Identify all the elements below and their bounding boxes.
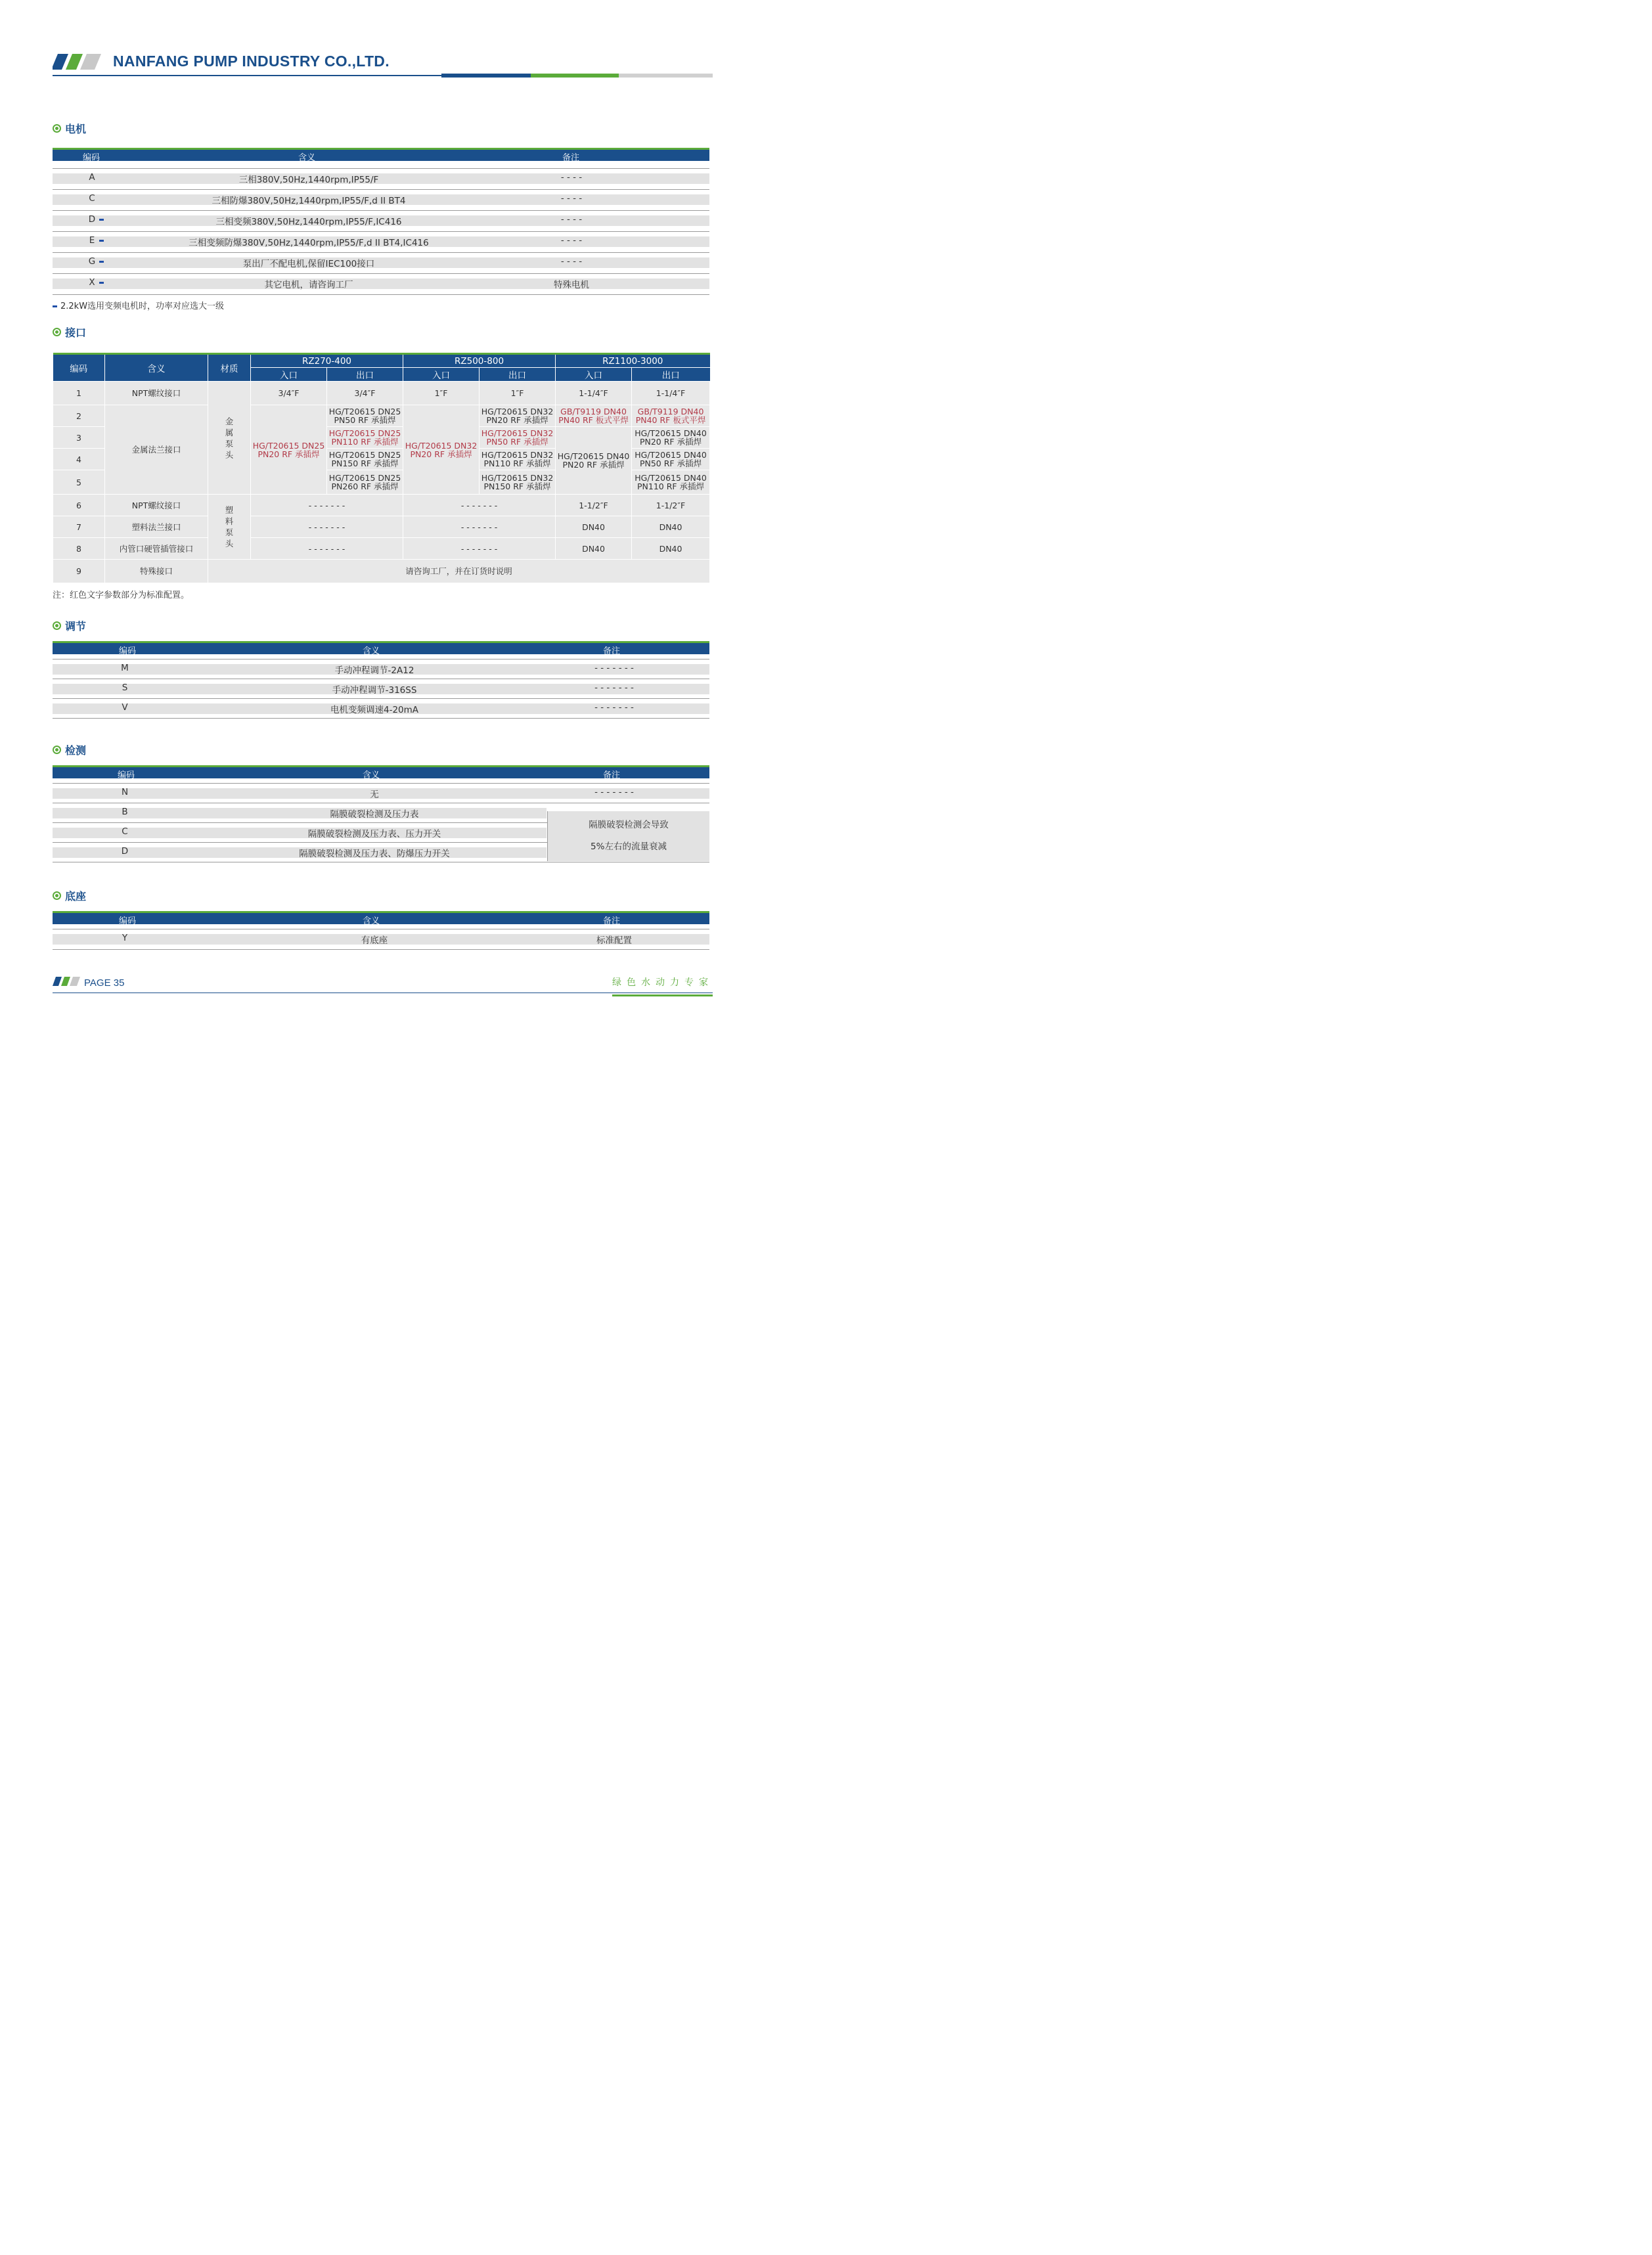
cell-remark: - - - -	[560, 214, 583, 225]
cell-meaning: 有底座	[361, 935, 388, 946]
cell-na: - - - - - - -	[251, 538, 403, 560]
cell-remark: - - - - - - -	[594, 702, 634, 713]
row-code: 1	[53, 382, 105, 405]
table-row	[53, 929, 709, 950]
header-meaning: 含义	[298, 153, 316, 163]
header-outlet: 出口	[480, 368, 556, 382]
cell-code: E	[89, 235, 95, 246]
cell-outlet: DN40	[632, 516, 710, 538]
table-row	[53, 784, 709, 803]
section-bullet-icon	[53, 328, 61, 336]
table-row	[53, 253, 709, 274]
table-row	[53, 495, 710, 516]
header-group-rz1100: RZ1100-3000	[556, 354, 710, 368]
table-row	[53, 211, 709, 232]
interface-table	[53, 353, 710, 583]
cell-meaning: 手动冲程调节-2A12	[334, 665, 414, 676]
footer-slogan: 绿色水动力专家	[612, 977, 713, 988]
cell-outlet: 3/4″F	[327, 382, 403, 405]
cell-meaning: 泵出厂不配电机,保留IEC100接口	[242, 259, 375, 269]
interface-footnote: 注：红色文字参数部分为标准配置。	[53, 591, 190, 600]
cell-code: C	[122, 826, 128, 837]
cell-outlet: 1-1/2″F	[632, 495, 710, 516]
cell-outlet: GB/T9119 DN40 PN40 RF 板式平焊	[632, 405, 710, 427]
header-meaning: 含义	[363, 646, 380, 656]
header-accent-blue	[441, 74, 533, 78]
header-code: 编码	[53, 354, 105, 382]
cell-inlet: HG/T20615 DN32 PN20 RF 承插焊	[403, 405, 480, 495]
table-row	[53, 560, 710, 583]
cell-code: G	[88, 256, 96, 267]
section-title-text: 底座	[65, 890, 87, 903]
row-meaning: 内管口硬管插管接口	[105, 538, 208, 560]
section-bullet-icon	[53, 746, 61, 754]
adjust-table	[53, 641, 709, 719]
table-row	[53, 382, 710, 405]
section-title-text: 检测	[65, 744, 87, 757]
cell-outlet: HG/T20615 DN25 PN260 RF 承插焊	[327, 470, 403, 495]
cell-meaning: 手动冲程调节-316SS	[332, 685, 417, 696]
header-code: 编码	[119, 646, 137, 656]
material-plastic-text: 塑 料 泵 头	[225, 505, 234, 548]
cell-inlet: HG/T20615 DN25 PN20 RF 承插焊	[251, 405, 327, 495]
cell-meaning: 三相防爆380V,50Hz,1440rpm,IP55/F,d II BT4	[212, 196, 406, 206]
header-remark: 备注	[603, 770, 621, 780]
cell-remark: - - - - - - -	[594, 682, 634, 693]
cell-na: - - - - - - -	[403, 516, 556, 538]
section-title-interface	[53, 324, 86, 340]
cell-outlet: DN40	[632, 538, 710, 560]
table-header	[53, 148, 709, 161]
cell-meaning: 隔膜破裂检测及压力表、压力开关	[307, 829, 441, 839]
footnote-mark-icon	[53, 305, 57, 307]
cell-meaning: 无	[370, 790, 379, 800]
row-code: 9	[53, 560, 105, 583]
table-row	[53, 516, 710, 538]
header-accent-gray	[619, 74, 713, 78]
cell-meaning: 隔膜破裂检测及压力表	[330, 809, 419, 820]
cell-meaning: 隔膜破裂检测及压力表、防爆压力开关	[299, 849, 450, 859]
cell-na: - - - - - - -	[251, 516, 403, 538]
header-meaning: 含义	[363, 770, 380, 780]
row-code: 2	[53, 405, 105, 427]
page-header	[53, 51, 713, 79]
row-meaning: 特殊接口	[105, 560, 208, 583]
cell-inlet: 3/4″F	[251, 382, 327, 405]
detect-shared-remark	[547, 811, 709, 861]
header-code: 编码	[119, 916, 137, 926]
material-plastic	[208, 495, 251, 560]
cell-meaning: 电机变频调速4-20mA	[330, 705, 419, 715]
row-code: 3	[53, 427, 105, 449]
cell-code: D	[88, 214, 96, 225]
section-title-text: 电机	[65, 123, 87, 135]
header-inlet: 入口	[251, 368, 327, 382]
table-row	[53, 405, 710, 427]
header-remark: 备注	[603, 646, 621, 656]
table-header	[53, 641, 709, 654]
cell-code: B	[122, 807, 128, 817]
table-header	[53, 765, 709, 778]
cell-note: 请咨询工厂，并在订货时说明	[208, 560, 710, 583]
cell-code: V	[122, 702, 128, 713]
cell-outlet: 1-1/4″F	[632, 382, 710, 405]
table-row	[53, 659, 709, 679]
header-meaning: 含义	[105, 354, 208, 382]
company-name: NANFANG PUMP INDUSTRY CO.,LTD.	[113, 53, 390, 70]
cell-code: N	[121, 787, 129, 797]
cell-remark: - - - - - - -	[594, 663, 634, 673]
cell-code: C	[89, 193, 95, 204]
cell-outlet: HG/T20615 DN32 PN150 RF 承插焊	[480, 470, 556, 495]
cell-remark: 特殊电机	[554, 280, 589, 290]
cell-meaning: 三相变频防爆380V,50Hz,1440rpm,IP55/F,d II BT4,IC416	[189, 238, 429, 248]
cell-outlet: HG/T20615 DN40 PN110 RF 承插焊	[632, 470, 710, 495]
section-bullet-icon	[53, 621, 61, 630]
cell-code: D	[121, 846, 129, 857]
cell-meaning: 三相变频380V,50Hz,1440rpm,IP55/F,IC416	[215, 217, 402, 227]
header-remark: 备注	[562, 153, 580, 163]
header-group-rz270: RZ270-400	[251, 354, 403, 368]
cell-outlet: HG/T20615 DN40 PN50 RF 承插焊	[632, 449, 710, 470]
cell-outlet: HG/T20615 DN25 PN50 RF 承插焊	[327, 405, 403, 427]
table-row	[53, 169, 709, 190]
row-code: 5	[53, 470, 105, 495]
footer-accent-green	[612, 994, 713, 996]
cell-remark: - - - - - - -	[594, 787, 634, 797]
row-meaning: 塑料法兰接口	[105, 516, 208, 538]
row-code: 7	[53, 516, 105, 538]
section-bullet-icon	[53, 891, 61, 900]
footnote-text: 2.2kW选用变频电机时，功率对应选大一级	[60, 301, 225, 311]
cell-remark: 标准配置	[596, 935, 632, 946]
material-metal-text: 金 属 泵 头	[225, 416, 234, 460]
section-title-text: 接口	[65, 326, 87, 339]
row-code: 6	[53, 495, 105, 516]
section-bullet-icon	[53, 124, 61, 133]
cell-outlet: HG/T20615 DN32 PN20 RF 承插焊	[480, 405, 556, 427]
remark-line: 5%左右的流量衰减	[591, 841, 667, 852]
cell-inlet: 1-1/4″F	[556, 382, 632, 405]
cell-code: A	[89, 172, 95, 183]
header-meaning: 含义	[363, 916, 380, 926]
row-code: 4	[53, 449, 105, 470]
header-inlet: 入口	[556, 368, 632, 382]
cell-code: S	[122, 682, 128, 693]
cell-inlet: HG/T20615 DN40 PN20 RF 承插焊	[556, 427, 632, 495]
cell-na: - - - - - - -	[403, 538, 556, 560]
section-title-adjust	[53, 618, 86, 633]
page-number: PAGE 35	[84, 977, 125, 989]
header-outlet: 出口	[632, 368, 710, 382]
header-inlet: 入口	[403, 368, 480, 382]
cell-code: X	[89, 277, 95, 288]
cell-meaning: 其它电机，请咨询工厂	[264, 280, 353, 290]
footer-stripes-icon	[53, 977, 80, 986]
row-meaning: 金属法兰接口	[105, 405, 208, 495]
note-mark-icon	[99, 240, 104, 242]
cell-na: - - - - - - -	[251, 495, 403, 516]
cell-remark: - - - -	[560, 235, 583, 246]
material-metal	[208, 382, 251, 495]
cell-remark: - - - -	[560, 193, 583, 204]
note-mark-icon	[99, 282, 104, 284]
cell-outlet: HG/T20615 DN32 PN110 RF 承插焊	[480, 449, 556, 470]
cell-remark: - - - -	[560, 172, 583, 183]
motor-footnote	[53, 299, 224, 311]
cell-remark: - - - -	[560, 256, 583, 267]
cell-inlet: 1″F	[403, 382, 480, 405]
table-row	[53, 679, 709, 699]
table-header	[53, 911, 709, 924]
header-group-rz500: RZ500-800	[403, 354, 556, 368]
cell-inlet: DN40	[556, 516, 632, 538]
cell-na: - - - - - - -	[403, 495, 556, 516]
section-title-detect	[53, 742, 86, 757]
table-spacer	[53, 161, 709, 169]
table-row	[53, 232, 709, 253]
remark-line: 隔膜破裂检测会导致	[589, 820, 669, 830]
cell-meaning: 三相380V,50Hz,1440rpm,IP55/F	[238, 175, 379, 185]
motor-table	[53, 148, 709, 295]
header-outlet: 出口	[327, 368, 403, 382]
row-code: 8	[53, 538, 105, 560]
cell-inlet: 1-1/2″F	[556, 495, 632, 516]
header-remark: 备注	[603, 916, 621, 926]
row-meaning: NPT螺纹接口	[105, 495, 208, 516]
cell-code: M	[121, 663, 129, 673]
table-row	[53, 274, 709, 295]
cell-outlet: HG/T20615 DN32 PN50 RF 承插焊	[480, 427, 556, 449]
row-meaning: NPT螺纹接口	[105, 382, 208, 405]
cell-outlet: HG/T20615 DN40 PN20 RF 承插焊	[632, 427, 710, 449]
cell-code: Y	[122, 933, 128, 943]
cell-outlet: HG/T20615 DN25 PN110 RF 承插焊	[327, 427, 403, 449]
header-code: 编码	[83, 153, 100, 163]
note-mark-icon	[99, 219, 104, 221]
cell-inlet: GB/T9119 DN40 PN40 RF 板式平焊	[556, 405, 632, 427]
header-material: 材质	[208, 354, 251, 382]
cell-outlet: 1″F	[480, 382, 556, 405]
table-row	[53, 699, 709, 719]
cell-outlet: HG/T20615 DN25 PN150 RF 承插焊	[327, 449, 403, 470]
cell-inlet: DN40	[556, 538, 632, 560]
header-accent-green	[531, 74, 621, 78]
base-table	[53, 911, 709, 950]
note-mark-icon	[99, 261, 104, 263]
section-title-text: 调节	[65, 620, 87, 633]
table-row	[53, 538, 710, 560]
section-title-motor	[53, 121, 86, 136]
header-code: 编码	[118, 770, 135, 780]
section-title-base	[53, 888, 86, 903]
table-row	[53, 190, 709, 211]
logo-stripes-icon	[53, 54, 101, 70]
